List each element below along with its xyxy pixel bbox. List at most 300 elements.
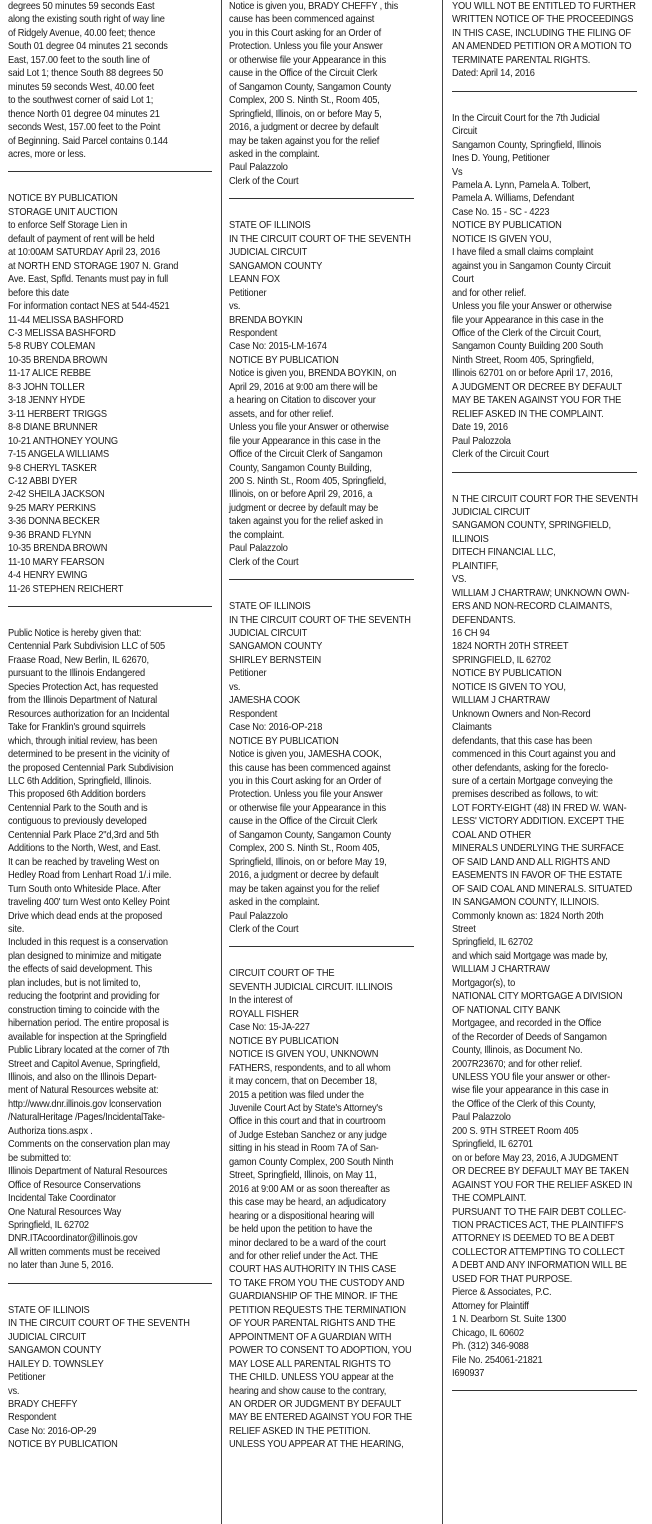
notice-line: Illinois 62701 on or before April 17, 2016, [452,368,613,380]
notice-line: judgment or decree by default may be [229,502,379,514]
notice-line: Paul Palozzola [452,435,511,447]
notice-line: and which said Mortgage was made by, [452,950,608,962]
notice-line: ILLINOIS [452,533,489,545]
notice-line: C-3 MELISSA BASHFORD [8,327,116,339]
notice-line: available for inspection at the Springfield [8,1031,167,1043]
notice-line: file your Appearance in this case in the [452,314,604,326]
notice-line: STATE OF ILLINOIS [229,601,311,613]
notice-line: sitting in his stead in Room 7A of San- [229,1143,379,1155]
notice-line: determined to be present in the vicinity of [8,749,170,761]
notice-line: construction timing to coincide with the [8,1004,160,1016]
notice-line: LLC 6th Addition, Springfield, Illinois. [8,776,152,788]
notice-line: Pamela A. Williams, Defendant [452,193,575,205]
notice-line: it may concern, that on December 18, [229,1076,378,1088]
notice-line: asked in the complaint. [229,897,320,909]
notice-line: USED FOR THAT PURPOSE. [452,1273,573,1285]
notice-line: to enforce Self Storage Lien in [8,220,128,232]
notice-line: Paul Palazzolo [229,543,288,555]
notice-line: A JUDGMENT OR DECREE BY DEFAULT [452,381,623,393]
notice-line: COAL AND OTHER [452,829,532,841]
notice-line: /NaturalHeritage /Pages/IncidentalTake- [8,1112,165,1124]
notice-line: SANGAMON COUNTY, SPRINGFIELD, [452,520,611,532]
notice-line: Springfield, IL 62702 [8,1219,89,1231]
notice-line: 9-8 CHERYL TASKER [8,462,97,474]
notice-line: 200 S. Ninth St., Room 405, Springfield, [229,475,387,487]
notice-line: Clerk of the Court [229,556,299,568]
notice-line: Take for Franklin's ground squirrels [8,722,146,734]
notice-line: Petitioner [229,668,267,680]
notice-line: NOTICE BY PUBLICATION [452,220,562,232]
notice-line: pursuant to the Illinois Endangered [8,668,145,680]
notice-line: Mortgagor(s), to [452,977,516,989]
notice-line: Incidental Take Coordinator [8,1193,116,1205]
notice-line: SANGAMON COUNTY [229,260,323,272]
notice-line: gamon County Complex, 200 South Ninth [229,1156,394,1168]
notice-line: Illinois, on or before April 29, 2016, a [229,489,373,501]
column-2 [229,0,426,1452]
notice-line: ERS AND NON-RECORD CLAIMANTS, [452,601,613,613]
notice-line: asked in the complaint. [229,148,320,160]
notice-line: 2-42 SHEILA JACKSON [8,489,105,501]
notice-line: site. [8,924,25,935]
notice-line: This proposed 6th Addition borders [8,789,146,801]
notice-line: premises described as follows, to wit: [452,789,599,801]
notice-line: NOTICE BY PUBLICATION [8,1439,118,1451]
notice-line: of Judge Esteban Sanchez or any judge [229,1129,387,1141]
legal-notice [229,219,426,569]
notice-line: APPOINTMENT OF A GUARDIAN WITH [229,1331,392,1343]
notice-line: 10-35 BRENDA BROWN [8,543,108,555]
notice-line: or otherwise file your Appearance in this [229,802,386,814]
notice-line: 7-15 ANGELA WILLIAMS [8,449,109,461]
legal-notice [8,192,212,596]
notice-line: WILLIAM J CHARTRAW [452,964,550,976]
notice-line: http://www.dnr.illinois.gov lconservation [8,1098,162,1110]
notice-separator [452,91,637,92]
notice-line: Drive which dead ends at the proposed [8,910,163,922]
notice-line: you in this Court asking for an Order of [229,27,381,39]
notice-line: Ph. (312) 346-9088 [452,1341,529,1353]
notice-line: Attorney for Plaintiff [452,1300,529,1312]
notice-line: from the Illinois Department of Natural [8,695,158,707]
notice-separator [8,1283,212,1284]
notice-line: at NORTH END STORAGE 1907 N. Grand [8,260,179,272]
notice-line: N THE CIRCUIT COURT FOR THE SEVENTH [452,493,638,505]
notice-line: 2016, a judgment or decree by default [229,122,379,134]
notice-line: of the Recorder of Deeds of Sangamon [452,1031,607,1043]
notice-line: of Sangamon County, Sangamon County [229,81,391,93]
legal-notice [229,967,426,1451]
notice-line: Circuit [452,126,478,138]
notice-line: DEFENDANTS. [452,614,516,626]
notice-line: TO TAKE FROM YOU THE CUSTODY AND [229,1277,405,1289]
notice-line: HAILEY D. TOWNSLEY [8,1358,104,1370]
notice-line: 2015 a petition was filed under the [229,1089,364,1101]
notice-line: IN THIS CASE, INCLUDING THE FILING OF [452,27,631,39]
notice-line: on or before May 23, 2016, A JUDGMENT [452,1152,619,1164]
notice-line: Complex, 200 S. Ninth St., Room 405, [229,95,380,107]
legal-notice [8,0,212,161]
notice-line: 200 S. 9TH STREET Room 405 [452,1125,579,1137]
notice-line: Included in this request is a conservation [8,937,168,949]
notice-line: UNLESS YOU file your answer or other- [452,1071,610,1083]
notice-line: PETITION REQUESTS THE TERMINATION [229,1304,406,1316]
notice-line: Case No: 2016-OP-218 [229,722,323,734]
notice-line: All written comments must be received [8,1246,160,1258]
notice-line: NOTICE BY PUBLICATION [8,193,118,205]
notice-line: hibernation period. The entire proposal is [8,1018,169,1030]
notice-line: MAY BE ENTERED AGAINST YOU FOR THE [229,1412,413,1424]
notice-line: hearing or a dispositional hearing will [229,1210,374,1222]
notice-line: WILLIAM J CHARTRAW; UNKNOWN OWN- [452,587,630,599]
notice-line: Ines D. Young, Petitioner [452,153,550,165]
notice-line: South 01 degree 04 minutes 21 seconds [8,41,168,53]
notice-line: Resources authorization for an Incidental [8,708,170,720]
notice-line: to the southwest corner of said Lot 1; [8,95,154,107]
notice-line: NOTICE BY PUBLICATION [229,735,339,747]
notice-line: JUDICIAL CIRCUIT [452,506,531,518]
notice-line: LOT FORTY-EIGHT (48) IN FRED W. WAN- [452,802,627,814]
notice-line: WILLIAM J CHARTRAW [452,695,550,707]
notice-line: default of payment of rent will be held [8,233,155,245]
notice-line: traveling 400' turn West onto Kelley Point [8,897,170,909]
notice-line: JUDICIAL CIRCUIT [229,628,308,640]
notice-line: Paul Palazzolo [452,1112,511,1124]
notice-line: Paul Palazzolo [229,910,288,922]
notice-line: April 29, 2016 at 9:00 am there will be [229,381,378,393]
notice-line: NATIONAL CITY MORTGAGE A DIVISION [452,991,623,1003]
column-divider [221,0,222,1524]
notice-line: IN THE CIRCUIT COURT OF THE SEVENTH [8,1318,190,1330]
notice-line: the proposed Centennial Park Subdivision [8,762,174,774]
notice-line: Office of Resource Conservations [8,1179,141,1191]
notice-line: A DEBT AND ANY INFORMATION WILL BE [452,1260,627,1272]
notice-line: Clerk of the Court [229,924,299,935]
notice-line: Springfield, IL 62702 [452,937,533,949]
notice-line: LESS' VICTORY ADDITION. EXCEPT THE [452,816,624,828]
legal-notice [452,0,646,81]
notice-line: taken against you for the relief asked in [229,516,383,528]
notice-line: 11-44 MELISSA BASHFORD [8,314,124,326]
notice-line: Case No: 15-JA-227 [229,1022,310,1034]
notice-line: ment of Natural Resources website at: [8,1085,159,1097]
notice-line: Respondent [229,708,278,720]
notice-line: be held upon the petition to have the [229,1224,373,1236]
notice-line: or otherwise file your Appearance in this [229,54,386,66]
notice-line: of Sangamon County, Sangamon County [229,829,391,841]
notice-line: may be taken against you for the relief [229,135,380,147]
notice-line: thence North 01 degree 04 minutes 21 [8,108,160,120]
notice-line: Petitioner [8,1372,46,1384]
notice-line: Office of the Circuit Clerk of Sangamon [229,449,383,461]
notice-line: plan designed to minimize and mitigate [8,950,162,962]
notice-line: 8-8 DIANE BRUNNER [8,422,98,434]
notice-line: 8-3 JOHN TOLLER [8,381,85,393]
notice-line: and for other relief. [452,287,527,299]
notice-line: acres, more or less. [8,148,86,160]
notice-line: STATE OF ILLINOIS [8,1304,90,1316]
notice-separator [452,1390,637,1391]
notice-line: Public Notice is hereby given that: [8,628,142,640]
notice-line: Sangamon County Building 200 South [452,341,604,353]
notice-line: wise file your appearance in this case in [452,1085,609,1097]
notice-line: Comments on the conservation plan may [8,1139,170,1151]
notice-line: Street and Capitol Avenue, Springfield, [8,1058,161,1070]
notice-line: reducing the footprint and providing for [8,991,160,1003]
notice-line: 4-4 HENRY EWING [8,570,88,582]
notice-line: Ninth Street, Room 405, Springfield, [452,354,594,366]
notice-line: Pierce & Associates, P.C. [452,1287,552,1299]
notice-line: Fraase Road, New Berlin, IL 62670, [8,654,149,666]
notice-line: hearing and show cause to the contrary, [229,1385,387,1397]
notice-line: LEANN FOX [229,274,280,286]
notice-line: against you in Sangamon County Circuit [452,260,611,272]
notice-line: Office of the Clerk of the Circuit Court, [452,327,602,339]
column-1 [8,0,212,1452]
notice-line: 3-36 DONNA BECKER [8,516,100,528]
notice-line: 16 CH 94 [452,628,490,640]
notice-line: Sangamon County, Springfield, Illinois [452,139,602,151]
notice-line: 9-36 BRAND FLYNN [8,529,91,541]
notice-line: AGAINST YOU FOR THE RELIEF ASKED IN [452,1179,633,1191]
notice-line: 3-18 JENNY HYDE [8,395,85,407]
notice-line: contiguous to previously developed [8,816,147,828]
notice-line: Street, Springfield, Illinois, on May 11, [229,1170,377,1182]
notice-line: cause in the Office of the Circuit Clerk [229,68,378,80]
notice-line: DNR.ITAcoordinator@illinois.gov [8,1233,138,1245]
notice-line: Authoriza tions.aspx . [8,1125,93,1137]
notice-line: 11-26 STEPHEN REICHERT [8,583,124,595]
notice-line: 2016 at 9:00 AM or as soon thereafter as [229,1183,390,1195]
notice-line: Springfield, IL 62701 [452,1139,533,1151]
notice-line: cause in the Office of the Circuit Clerk [229,816,378,828]
notice-line: at 10:00AM SATURDAY April 23, 2016 [8,247,161,259]
legal-notice [452,112,646,462]
notice-line: SANGAMON COUNTY [8,1345,102,1357]
notice-line: WRITTEN NOTICE OF THE PROCEEDINGS [452,14,634,26]
notice-line: file your Appearance in this case in the [229,435,381,447]
notice-separator [452,472,637,473]
notice-line: Unless you file your Answer or otherwise [452,301,612,313]
notice-line: YOU WILL NOT BE ENTITLED TO FURTHER [452,1,636,12]
notice-line: degrees 50 minutes 59 seconds East [8,1,155,12]
notice-line: OR DECREE BY DEFAULT MAY BE TAKEN [452,1166,629,1178]
notice-line: ROYALL FISHER [229,1008,299,1020]
notice-line: Petitioner [229,287,267,299]
notice-line: Species Protection Act, has requested [8,681,158,693]
notice-line: Mortgagee, and recorded in the Office [452,1018,602,1030]
notice-line: Office in this court and that in courtroom [229,1116,386,1128]
notice-line: Clerk of the Circuit Court [452,449,549,461]
notice-line: SPRINGFIELD, IL 62702 [452,654,551,666]
legal-notice [452,493,646,1381]
notice-line: ATTORNEY IS DEEMED TO BE A DEBT [452,1233,615,1245]
notice-line: 5-8 RUBY COLEMAN [8,341,96,353]
notice-line: Respondent [229,327,278,339]
notice-line: FATHERS, respondents, and to all whom [229,1062,391,1074]
column-3 [452,0,646,1411]
notice-line: EASEMENTS IN FAVOR OF THE ESTATE [452,870,623,882]
notice-line: Unless you file your Answer or otherwise [229,422,389,434]
notice-line: 2007R23670; and for other relief. [452,1058,583,1070]
notice-line: Illinois Department of Natural Resources [8,1166,168,1178]
notice-line: 11-17 ALICE REBBE [8,368,91,380]
notice-line: IN THE CIRCUIT COURT OF THE SEVENTH [229,233,411,245]
notice-line: may be taken against you for the relief [229,883,380,895]
notice-line: the Office of the Clerk of this County, [452,1098,596,1110]
notice-line: assets, and for other relief. [229,408,334,420]
notice-line: of Ridgely Avenue, 40.00 feet; thence [8,27,156,39]
notice-line: TION PRACTICES ACT, THE PLAINTIFF'S [452,1219,624,1231]
notice-line: NOTICE IS GIVEN YOU, UNKNOWN [229,1049,379,1061]
notice-line: GUARDIANSHIP OF THE MINOR. IF THE [229,1291,398,1303]
notice-line: and for other relief under the Act. THE [229,1250,378,1262]
notice-line: Date 19, 2016 [452,422,508,434]
legal-notice [229,600,426,936]
notice-separator [229,946,414,947]
notice-line: 11-10 MARY FEARSON [8,556,105,568]
notice-line: MAY LOSE ALL PARENTAL RIGHTS TO [229,1358,391,1370]
notice-line: IN THE CIRCUIT COURT OF THE SEVENTH [229,614,411,626]
notice-line: RELIEF ASKED IN THE COMPLAINT. [452,408,604,420]
notice-line: Case No: 2015-LM-1674 [229,341,327,353]
notice-line: I have filed a small claims complaint [452,247,594,259]
notice-line: East, 157.00 feet to the south line of [8,54,150,66]
notice-line: Paul Palazzolo [229,162,288,174]
notice-line: which, through initial review, has been [8,735,158,747]
column-divider [442,0,443,1524]
legal-notice [8,627,212,1273]
notice-line: Commonly known as: 1824 North 20th [452,910,604,922]
notice-line: One Natural Resources Way [8,1206,122,1218]
notice-line: Notice is given you, BRENDA BOYKIN, on [229,368,397,380]
notice-line: Additions to the North, West, and East. [8,843,161,855]
notice-line: defendants, that this case has been [452,735,593,747]
notice-line: vs. [229,301,241,313]
notice-line: Respondent [8,1412,57,1424]
notice-line: COURT HAS AUTHORITY IN THIS CASE [229,1264,397,1276]
notice-line: Centennial Park Place 2"d,3rd and 5th [8,829,159,841]
notice-line: Claimants [452,722,492,734]
notice-line: 1824 NORTH 20TH STREET [452,641,569,653]
notice-line: Hedley Road from Lenhart Road 1/.i mile. [8,870,172,882]
notice-line: said Lot 1; thence South 88 degrees 50 [8,68,163,80]
notice-line: OF NATIONAL CITY BANK [452,1004,561,1016]
notice-line: CIRCUIT COURT OF THE [229,968,335,980]
notice-line: VS. [452,574,467,586]
notice-line: COLLECTOR ATTEMPTING TO COLLECT [452,1246,625,1258]
notice-line: Case No: 2016-OP-29 [8,1425,97,1437]
notice-line: Unknown Owners and Non-Record [452,708,591,720]
notice-line: PLAINTIFF, [452,560,499,572]
notice-line: THE CHILD. UNLESS YOU appear at the [229,1372,394,1384]
notice-line: BRADY CHEFFY [8,1398,78,1410]
notice-line: OF YOUR PARENTAL RIGHTS AND THE [229,1318,396,1330]
notice-line: before this date [8,287,70,299]
notice-line: 10-35 BRENDA BROWN [8,354,108,366]
notice-line: In the interest of [229,995,293,1007]
notice-line: Complex, 200 S. Ninth St., Room 405, [229,843,380,855]
notice-line: Centennial Park to the South and is [8,802,148,814]
notice-line: NOTICE BY PUBLICATION [452,668,562,680]
notice-line: sure of a certain Mortgage conveying the [452,776,613,788]
notice-line: Centennial Park Subdivision LLC of 505 [8,641,165,653]
notice-line: THE COMPLAINT. [452,1193,527,1205]
notice-line: of Beginning. Said Parcel contains 0.144 [8,135,168,147]
notice-line: SANGAMON COUNTY [229,641,323,653]
notice-line: RELIEF ASKED IN THE PETITION. [229,1425,371,1437]
notice-line: NOTICE IS GIVEN TO YOU, [452,681,566,693]
notice-line: plan includes, but is not limited to, [8,977,141,989]
notice-line: JUDICIAL CIRCUIT [229,247,308,259]
notice-line: Notice is given you, JAMESHA COOK, [229,749,382,761]
notice-line: SHIRLEY BERNSTEIN [229,654,322,666]
notice-line: Juvenile Court Act by State's Attorney's [229,1102,383,1114]
notice-separator [8,606,212,607]
notice-line: DITECH FINANCIAL LLC, [452,547,556,559]
notice-line: Chicago, IL 60602 [452,1327,524,1339]
notice-line: no later than June 5, 2016. [8,1260,114,1272]
notice-separator [229,579,414,580]
notice-line: a hearing on Citation to discover your [229,395,376,407]
notice-line: NOTICE BY PUBLICATION [229,354,339,366]
notice-line: Turn South onto Whiteside Place. After [8,883,161,895]
notice-line: 2016, a judgment or decree by default [229,870,379,882]
notice-line: minor declared to be a ward of the court [229,1237,386,1249]
notice-line: minutes 59 seconds West, 40.00 feet [8,81,155,93]
notice-line: 10-21 ANTHONEY YOUNG [8,435,118,447]
notice-line: Protection. Unless you file your Answer [229,41,383,53]
notice-line: Court [452,274,474,286]
notice-line: vs. [229,681,241,693]
notice-line: you in this Court asking for an Order of [229,776,381,788]
notice-line: Case No. 15 - SC - 4223 [452,206,550,218]
notice-line: JAMESHA COOK [229,695,300,707]
notice-line: OF SAID LAND AND ALL RIGHTS AND [452,856,610,868]
notice-line: Public Library located at the corner of 7th [8,1045,170,1057]
notice-separator [8,171,212,172]
notice-line: 1 N. Dearborn St. Suite 1300 [452,1314,566,1326]
notice-line: seconds West, 157.00 feet to the Point [8,122,161,134]
notice-line: I690937 [452,1367,485,1379]
notice-line: Clerk of the Court [229,175,299,187]
notice-line: Illinois, and also on the Illinois Depart- [8,1071,157,1083]
notice-line: File No. 254061-21821 [452,1354,543,1366]
notice-line: It can be reached by traveling West on [8,856,160,868]
notice-line: commenced in this Court against you and [452,749,616,761]
notice-line: be submitted to: [8,1152,72,1164]
notice-separator [229,198,414,199]
notice-line: Vs [452,166,463,178]
notice-line: OF SAID COAL AND MINERALS. SITUATED [452,883,633,895]
notice-line: Street [452,924,476,935]
notice-line: County, Sangamon County Building, [229,462,372,474]
notice-line: 9-25 MARY PERKINS [8,502,96,514]
notice-line: MAY BE TAKEN AGAINST YOU FOR THE [452,395,622,407]
notice-line: the complaint. [229,529,285,541]
notice-line: SEVENTH JUDICIAL CIRCUIT. ILLINOIS [229,981,393,993]
notice-line: STORAGE UNIT AUCTION [8,206,118,218]
notice-line: Notice is given you, BRADY CHEFFY , this [229,1,399,12]
notice-line: AN AMENDED PETITION OR A MOTION TO [452,41,632,53]
notice-line: AN ORDER OR JUDGMENT BY DEFAULT [229,1398,402,1410]
notice-line: STATE OF ILLINOIS [229,220,311,232]
notice-line: cause has been commenced against [229,14,375,26]
notice-line: C-12 ABBI DYER [8,475,78,487]
notice-line: For information contact NES at 544-4521 [8,301,170,313]
notice-line: In the Circuit Court for the 7th Judicial [452,112,600,124]
notice-line: other defendants, asking for the foreclo- [452,762,609,774]
